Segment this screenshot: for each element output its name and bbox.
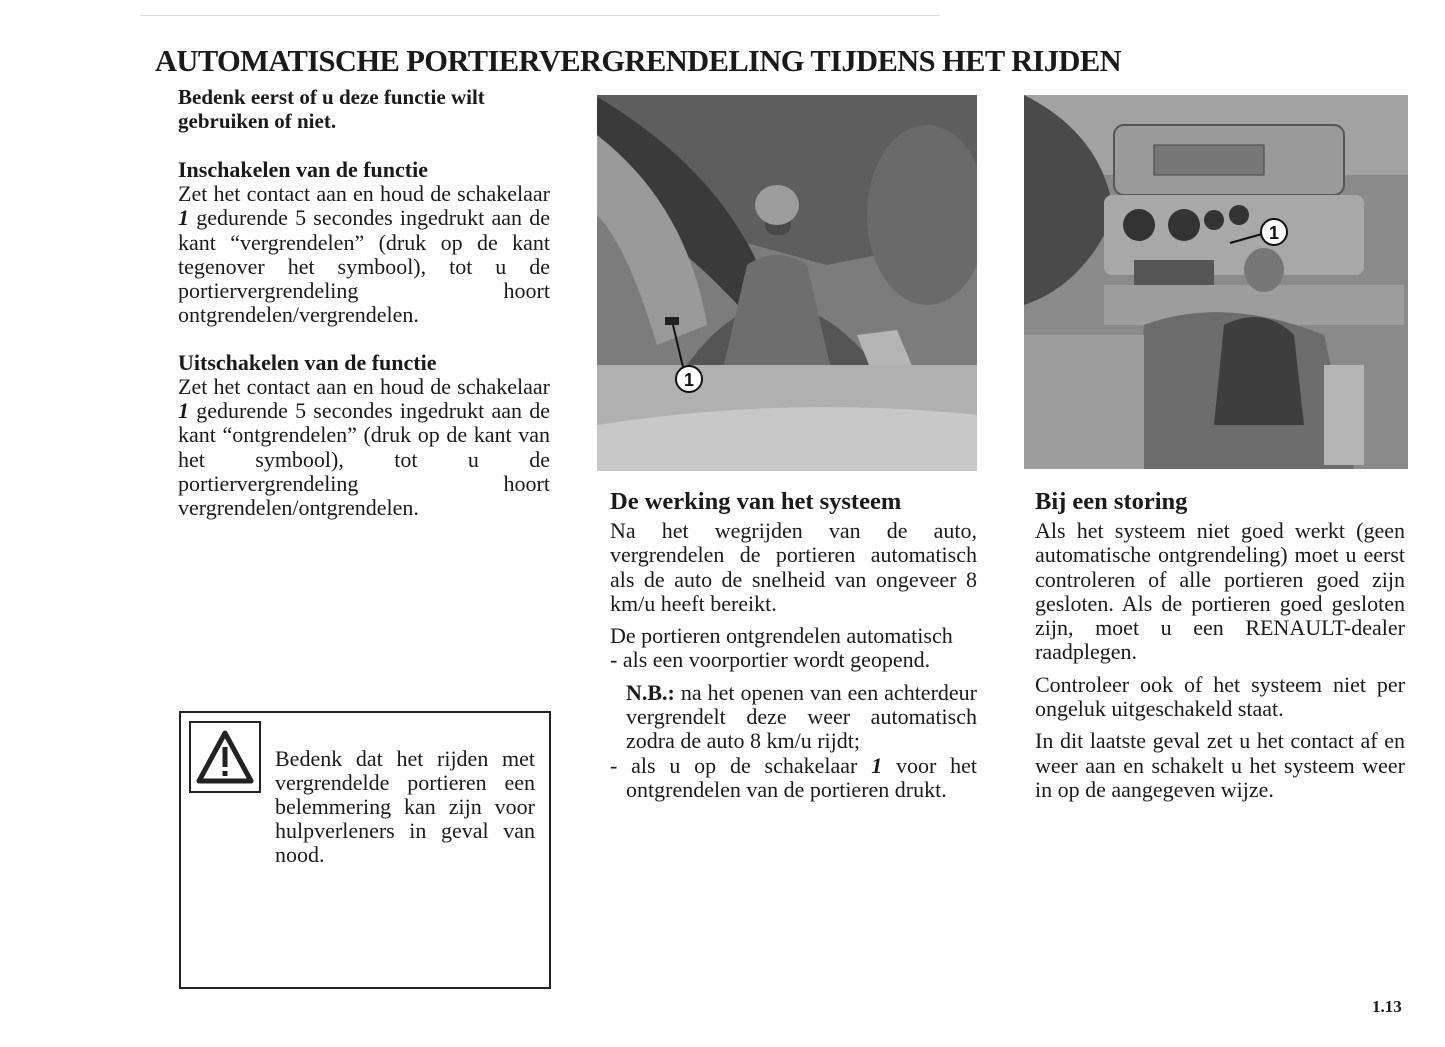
photo-dashboard [1024,95,1408,469]
fault-p1: Als het systeem niet goed werkt (geen automatische ontgrendeling) moet u eerst controleren of alle portieren goed zijn gesloten. Als de portieren goed gesloten zijn, moet u een RENAULT-dealer raadplegen. [1035,518,1405,665]
enable-text-part: gedurende 5 secondes ingedrukt aan de kant “vergrendelen” (druk op de kant tegenover het symbool), tot u de portiervergrendeling hoort ontgrendelen/vergrendelen. [178,205,550,328]
enable-text-part: Zet het contact aan en houd de schakelaar [178,181,550,206]
warning-triangle-icon [189,721,261,793]
nb-text: na het openen van een achterdeur vergrendelt deze weer automatisch zodra de auto 8 km/u rijdt; [626,679,977,754]
operation-note [610,681,977,754]
switch-number: 1 [178,205,189,231]
photo2-callout: 1 [1268,223,1280,243]
top-rule [140,15,940,16]
photo1-callout: 1 [683,370,695,390]
bullet2-text: voor het ontgrendelen van de portieren drukt. [626,752,977,802]
disable-heading: Uitschakelen van de functie [178,349,437,375]
middle-column [610,487,977,802]
operation-heading: De werking van het systeem [610,488,902,515]
disable-text-part: gedurende 5 secondes ingedrukt aan de kant “ontgrendelen” (druk op de kant van het symbool), tot u de portiervergrendeling hoort vergrendelen/ontgrendelen. [178,398,550,521]
bullet2-text: - als u op de schakelaar [610,752,872,778]
page-title: AUTOMATISCHE PORTIERVERGRENDELING TIJDENS HET RIJDEN [155,44,1122,78]
disable-text-part: Zet het contact aan en houd de schakelaar [178,373,550,399]
operation-p1: Na het wegrijden van de auto, vergrendelen de portieren automatisch als de auto de snelheid van ongeveer 8 km/u heeft bereikt. [610,518,977,616]
operation-bullet2 [610,754,977,803]
switch-number: 1 [871,752,883,778]
enable-text [178,182,550,328]
photo-gear-lever [597,95,977,471]
fault-heading: Bij een storing [1035,488,1188,515]
intro-text: Bedenk eerst of u deze functie wilt gebruiken of niet. [178,85,485,133]
right-column [1035,487,1405,802]
fault-p3: In dit laatste geval zet u het contact af en weer aan en schakelt u het systeem weer in op de aangegeven wijze. [1035,728,1405,802]
page-number: 1.13 [1372,997,1402,1016]
warning-box [179,711,551,989]
nb-label: N.B.: [626,679,675,705]
warning-text: Bedenk dat het rijden met vergrendelde portieren een belemmering kan zijn voor hulpverleners in geval van nood. [275,746,535,867]
left-column [178,85,550,521]
fault-p2: Controleer ook of het systeem niet per ongeluk uitgeschakeld staat. [1035,671,1405,722]
disable-text [178,375,550,521]
switch-number: 1 [178,398,189,424]
enable-heading: Inschakelen van de functie [178,157,428,182]
operation-p2: De portieren ontgrendelen automatisch [610,623,953,649]
operation-bullet1: - als een voorportier wordt geopend. [610,647,931,673]
